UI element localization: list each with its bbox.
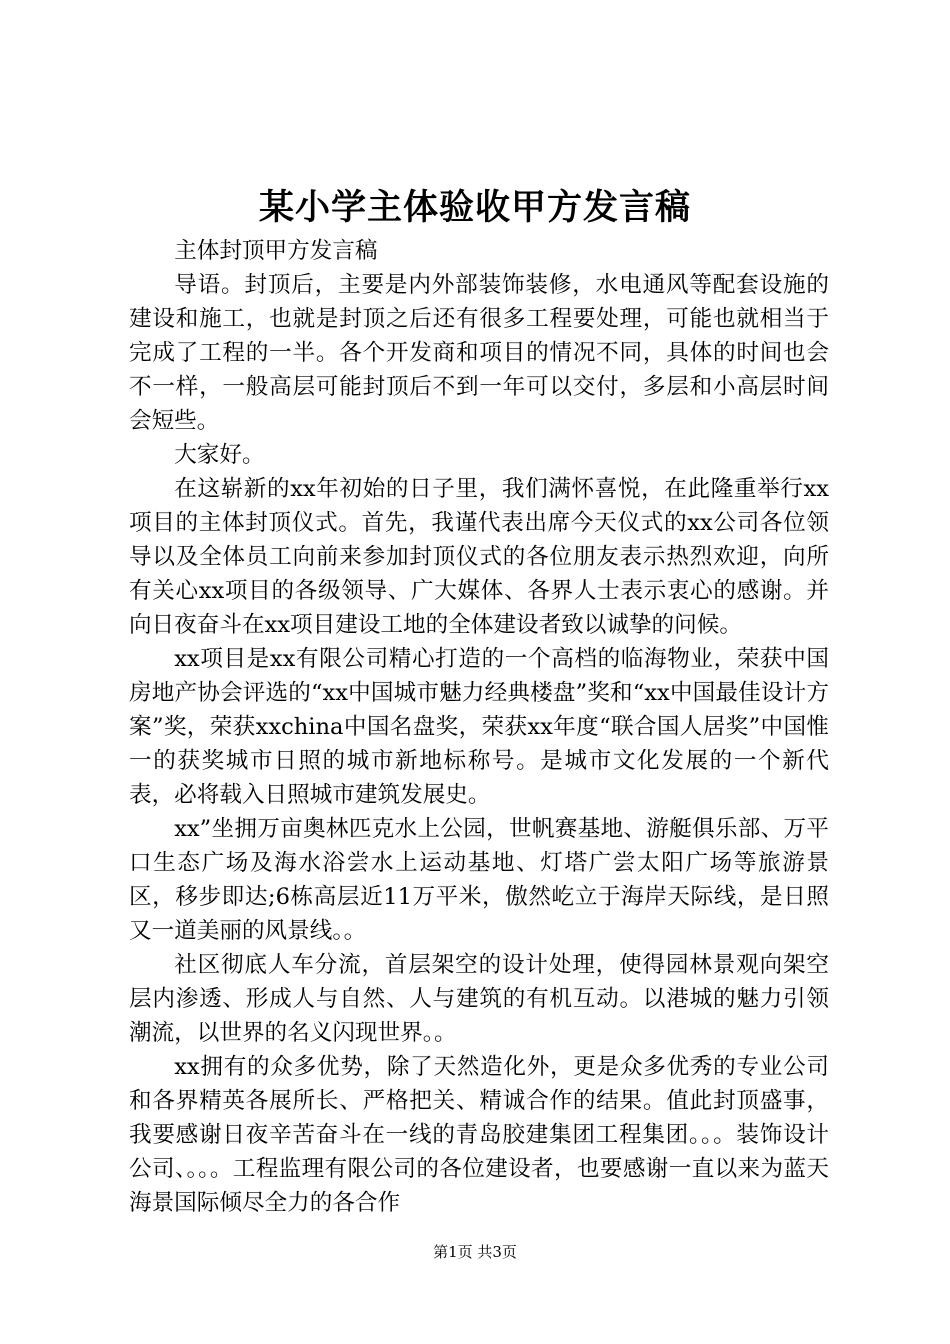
paragraph-project: xx项目是xx有限公司精心打造的一个高档的临海物业，荣获中国房地产协会评选的“xx中国城市魅力经典楼盘”奖和“xx中国最佳设计方案”奖，荣获xxchina中国名盘奖，荣获xx年度“联合国人居奖”中国惟一的获奖城市日照的城市新地标称号。是城市文化发展的一个新代表，必将载入日照城市建筑发展史。 xyxy=(129,646,829,808)
paragraph-location: xx”坐拥万亩奥林匹克水上公园，世帆赛基地、游艇俱乐部、万平口生态广场及海水浴尝水上运动基地、灯塔广尝太阳广场等旅游景区，移步即达;6栋高层近11万平米，傲然屹立于海岸天际线，是日照又一道美丽的风景线。。 xyxy=(129,816,829,944)
paragraph-community: 社区彻底人车分流，首层架空的设计处理，使得园林景观向架空层内渗透、形成人与自然、人与建筑的有机互动。以港城的魅力引领潮流，以世界的名义闪现世界。。 xyxy=(129,952,829,1046)
document-body xyxy=(129,234,829,1220)
paragraph-intro: 导语。封顶后，主要是内外部装饰装修，水电通风等配套设施的建设和施工，也就是封顶之后还有很多工程要处理，可能也就相当于完成了工程的一半。各个开发商和项目的情况不同，具体的时间也会不一样，一般高层可能封顶后不到一年可以交付，多层和小高层时间会短些。 xyxy=(129,272,829,434)
page-number-footer: 第1页 共3页 xyxy=(433,1243,517,1261)
paragraph-welcome: 在这崭新的xx年初始的日子里，我们满怀喜悦，在此隆重举行xx项目的主体封顶仪式。首先，我谨代表出席今天仪式的xx公司各位领导以及全体员工向前来参加封顶仪式的各位朋友表示热烈欢迎，向所有关心xx项目的各级领导、广大媒体、各界人士表示衷心的感谢。并向日夜奋斗在xx项目建设工地的全体建设者致以诚挚的问候。 xyxy=(129,476,829,638)
paragraph-greeting: 大家好。 xyxy=(174,442,265,468)
document-title: 某小学主体验收甲方发言稿 xyxy=(258,187,691,228)
paragraph-thanks: xx拥有的众多优势，除了天然造化外，更是众多优秀的专业公司和各界精英各展所长、严格把关、精诚合作的结果。值此封顶盛事，我要感谢日夜辛苦奋斗在一线的青岛胶建集团工程集团。。。装饰设计公司、。。。工程监理有限公司的各位建设者，也要感谢一直以来为蓝天海景国际倾尽全力的各合作 xyxy=(129,1054,829,1216)
paragraph-subtitle: 主体封顶甲方发言稿 xyxy=(174,238,378,264)
